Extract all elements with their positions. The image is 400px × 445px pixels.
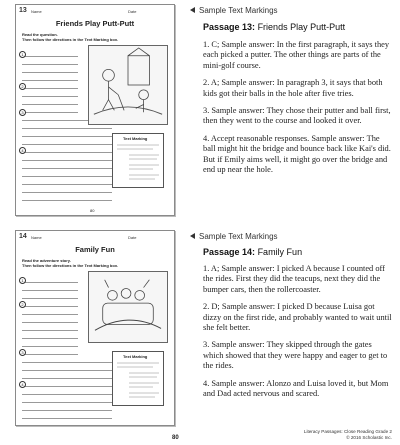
directions-line-2: Then follow the directions in the Text Marking box. bbox=[22, 263, 119, 268]
answer-4: 4. Accept reasonable responses. Sample answer: The ball might hit the bridge and bounce back like Kai's did. But if Emily aims well, it might go over the bridge and end up near the hole. bbox=[203, 133, 391, 175]
directions-line-1: Read the adventure story. bbox=[22, 258, 71, 263]
worksheet-header bbox=[16, 5, 174, 17]
worksheet-title: Friends Play Putt-Putt bbox=[55, 19, 135, 28]
family-ride-illustration bbox=[88, 271, 168, 343]
passage-name: Family Fun bbox=[257, 247, 303, 257]
putt-putt-illustration bbox=[88, 45, 168, 125]
text-line bbox=[22, 137, 112, 145]
passage-14-answers bbox=[203, 264, 393, 406]
text-line bbox=[22, 185, 112, 193]
passage-number: Passage 13: bbox=[203, 22, 256, 32]
paragraph-number-icon: 3 bbox=[19, 349, 26, 356]
sample-tag-text: Sample Text Markings bbox=[199, 6, 278, 15]
text-line bbox=[22, 307, 78, 315]
text-line bbox=[22, 105, 78, 113]
text-marking-title: Text Marking bbox=[123, 136, 148, 141]
worksheet-title: Family Fun bbox=[75, 245, 115, 254]
text-marking-lines bbox=[113, 141, 163, 185]
text-marking-title: Text Marking bbox=[123, 354, 148, 359]
text-line bbox=[22, 73, 78, 81]
paragraph-number-icon: 1 bbox=[19, 277, 26, 284]
publisher-line-2: © 2016 Scholastic Inc. bbox=[346, 435, 392, 440]
paragraph-number-icon: 1 bbox=[19, 51, 26, 58]
text-line bbox=[22, 193, 112, 201]
answer-4: 4. Sample answer: Alonzo and Luisa loved it, but Mom and Dad acted nervous and scared. bbox=[203, 378, 389, 399]
directions-line-1: Read the question. bbox=[22, 32, 58, 37]
text-line bbox=[22, 81, 78, 89]
name-label: Name bbox=[31, 235, 42, 240]
text-line bbox=[22, 339, 78, 347]
passage-13-answers bbox=[203, 40, 393, 182]
worksheet-directions bbox=[22, 32, 174, 42]
text-line bbox=[22, 145, 112, 153]
text-line bbox=[22, 89, 78, 97]
text-line bbox=[22, 275, 78, 283]
worksheet-number: 13 bbox=[19, 7, 27, 14]
answer-3: 3. Sample answer: They skipped through the gates which showed that they were happy and eager to get to the rides. bbox=[203, 340, 388, 371]
text-line bbox=[22, 291, 78, 299]
worksheet-thumbnail-13 bbox=[15, 4, 175, 216]
text-line bbox=[22, 315, 78, 323]
passage-14-title bbox=[203, 247, 302, 257]
publisher-credit bbox=[304, 429, 392, 441]
answer-3: 3. Sample answer: They chose their putter and ball first, then they went to the course and looked it over. bbox=[203, 106, 391, 126]
text-line bbox=[22, 153, 112, 161]
answer-2: 2. D; Sample answer: I picked D because Luisa got dizzy on the first ride, and probably wanted to wait until she felt better. bbox=[203, 302, 392, 333]
directions-line-2: Then follow the directions in the Text Marking box. bbox=[22, 37, 119, 42]
text-line bbox=[22, 129, 112, 137]
paragraph-number-icon: 3 bbox=[19, 109, 26, 116]
worksheet-directions bbox=[22, 258, 174, 268]
text-line bbox=[22, 363, 112, 371]
text-line bbox=[22, 387, 112, 395]
text-line bbox=[22, 57, 78, 65]
passage-name: Friends Play Putt-Putt bbox=[257, 22, 346, 32]
page-number: 80 bbox=[172, 435, 179, 441]
text-line bbox=[22, 331, 78, 339]
name-label: Name bbox=[31, 9, 42, 14]
paragraph-number-icon: 2 bbox=[19, 83, 26, 90]
answer-2: 2. A; Sample answer: In paragraph 3, it says that both kids got their balls in the hole after five tries. bbox=[203, 78, 383, 98]
text-line bbox=[22, 299, 78, 307]
date-label: Date bbox=[128, 9, 137, 14]
sample-tag-text: Sample Text Markings bbox=[199, 232, 278, 241]
text-marking-box bbox=[112, 133, 164, 188]
text-line bbox=[22, 65, 78, 73]
worksheet-number: 14 bbox=[19, 233, 27, 240]
paragraph-number-icon: 2 bbox=[19, 301, 26, 308]
paragraph-number-icon: 4 bbox=[19, 381, 26, 388]
text-line bbox=[22, 411, 112, 419]
text-line bbox=[22, 323, 78, 331]
passage-13-title bbox=[203, 22, 345, 32]
left-arrow-icon bbox=[190, 233, 195, 239]
text-line bbox=[22, 49, 78, 57]
text-line bbox=[22, 169, 112, 177]
paragraph-number-icon: 4 bbox=[19, 147, 26, 154]
worksheet-header bbox=[16, 231, 174, 243]
text-marking-lines bbox=[113, 359, 163, 403]
text-line bbox=[22, 371, 112, 379]
text-line bbox=[22, 97, 78, 105]
answer-1: 1. C; Sample answer: In the first paragraph, it says they each picked a putter. The other things are parts of the mini-golf course. bbox=[203, 40, 390, 70]
text-marking-box bbox=[112, 351, 164, 406]
date-label: Date bbox=[128, 235, 137, 240]
text-line bbox=[22, 177, 112, 185]
publisher-line-1: Literacy Passages: Close Reading Grade 2 bbox=[303, 429, 392, 434]
sample-text-markings-label-1 bbox=[190, 6, 278, 15]
text-line bbox=[22, 403, 112, 411]
text-line bbox=[22, 379, 112, 387]
passage-number: Passage 14: bbox=[203, 247, 256, 257]
text-line bbox=[22, 283, 78, 291]
left-arrow-icon bbox=[190, 7, 195, 13]
text-line bbox=[22, 395, 112, 403]
worksheet-page-number: 80 bbox=[90, 208, 95, 213]
answer-1: 1. A; Sample answer: I picked A because I counted off the rides. First they did the teacups, next they did the bumper cars, then the rollercoaster. bbox=[203, 264, 385, 294]
text-line bbox=[22, 161, 112, 169]
sample-text-markings-label-2 bbox=[190, 232, 278, 241]
worksheet-thumbnail-14 bbox=[15, 230, 175, 426]
text-line bbox=[22, 347, 78, 355]
text-line bbox=[22, 355, 112, 363]
